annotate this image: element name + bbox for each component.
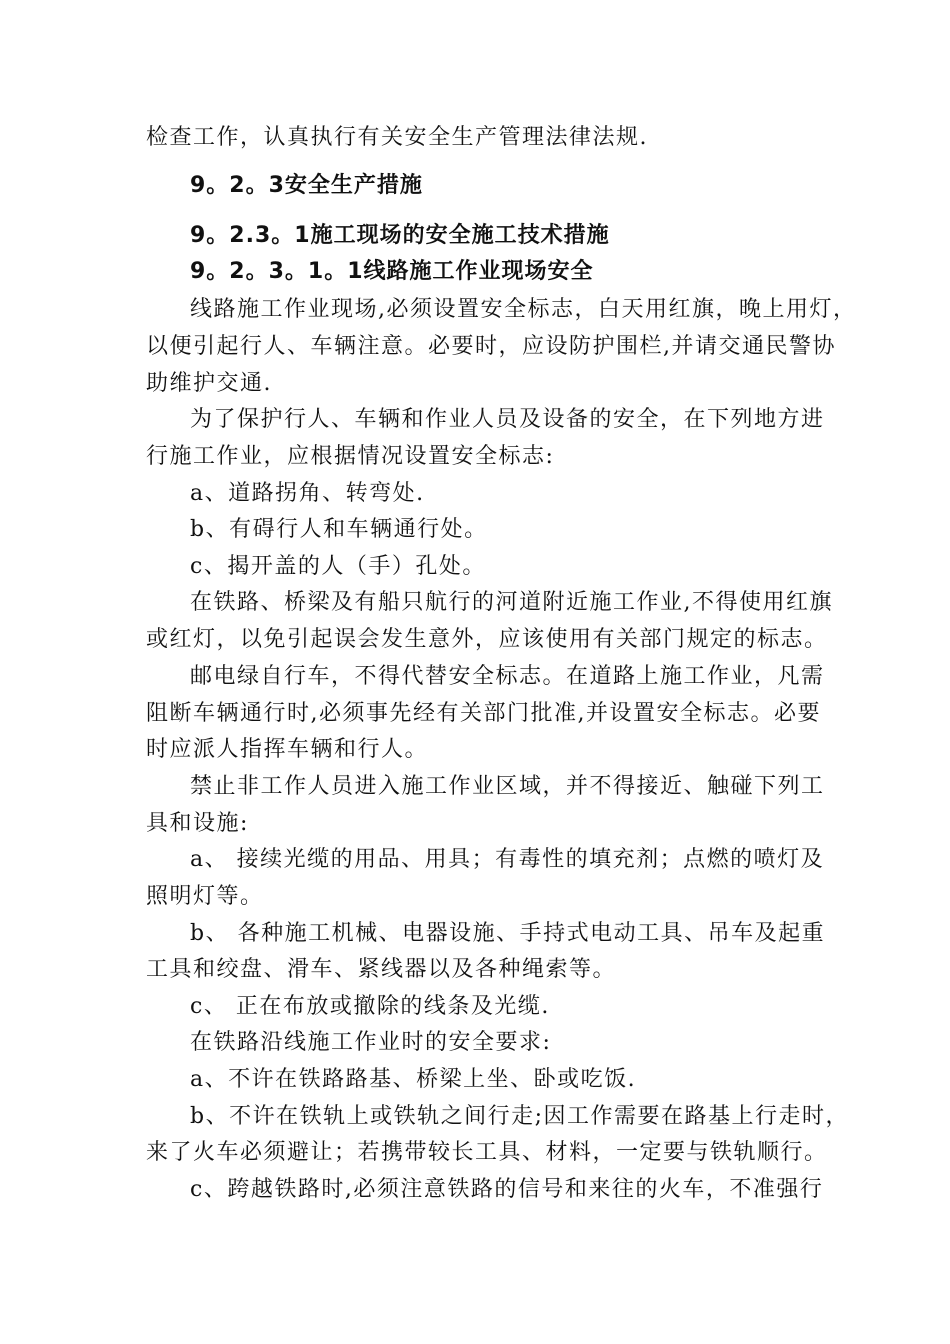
paragraph-line: 助维护交通. bbox=[146, 371, 272, 396]
list-item: a、 接续光缆的用品、用具；有毒性的填充剂；点燃的喷灯及 bbox=[190, 847, 825, 872]
list-item: a、不许在铁路路基、桥梁上坐、卧或吃饭. bbox=[190, 1067, 637, 1092]
paragraph-line: 阻断车辆通行时,必须事先经有关部门批准,并设置安全标志。必要 bbox=[146, 701, 821, 726]
list-item: c、 正在布放或撤除的线条及光缆. bbox=[190, 994, 550, 1019]
list-item: c、揭开盖的人（手）孔处。 bbox=[190, 554, 486, 579]
paragraph-line: 为了保护行人、车辆和作业人员及设备的安全，在下列地方进 bbox=[190, 407, 825, 432]
subsubsection-heading: 9。2。3。1。1线路施工作业现场安全 bbox=[190, 259, 594, 284]
paragraph-line: 时应派人指挥车辆和行人。 bbox=[146, 737, 429, 762]
list-item: b、不许在铁轨上或铁轨之间行走;因工作需要在路基上行走时， bbox=[190, 1104, 849, 1129]
list-item: b、有碍行人和车辆通行处。 bbox=[190, 517, 488, 542]
paragraph-line: 禁止非工作人员进入施工作业区域，并不得接近、触碰下列工 bbox=[190, 774, 825, 799]
paragraph-line: 在铁路、桥梁及有船只航行的河道附近施工作业,不得使用红旗 bbox=[190, 590, 833, 615]
paragraph-line: 邮电绿自行车，不得代替安全标志。在道路上施工作业，凡需 bbox=[190, 664, 825, 689]
list-item-continuation: 照明灯等。 bbox=[146, 884, 264, 909]
paragraph-line: 在铁路沿线施工作业时的安全要求: bbox=[190, 1030, 552, 1055]
paragraph-line: 行施工作业，应根据情况设置安全标志: bbox=[146, 444, 555, 469]
section-heading: 9。2。3安全生产措施 bbox=[190, 173, 423, 198]
paragraph-line: 具和设施: bbox=[146, 811, 249, 836]
subsection-heading: 9。2.3。1施工现场的安全施工技术措施 bbox=[190, 223, 610, 248]
list-item-continuation: 工具和绞盘、滑车、紧线器以及各种绳索等。 bbox=[146, 957, 617, 982]
list-item: b、 各种施工机械、电器设施、手持式电动工具、吊车及起重 bbox=[190, 921, 826, 946]
paragraph-line: 线路施工作业现场,必须设置安全标志，白天用红旗，晚上用灯， bbox=[190, 297, 857, 322]
list-item: c、跨越铁路时,必须注意铁路的信号和来往的火车，不准强行 bbox=[190, 1177, 824, 1202]
body-text-line: 检查工作，认真执行有关安全生产管理法律法规. bbox=[146, 125, 648, 150]
paragraph-line: 或红灯，以免引起误会发生意外，应该使用有关部门规定的标志。 bbox=[146, 627, 828, 652]
list-item: a、道路拐角、转弯处. bbox=[190, 481, 425, 506]
paragraph-line: 以便引起行人、车辆注意。必要时，应设防护围栏,并请交通民警协 bbox=[146, 334, 836, 359]
list-item-continuation: 来了火车必须避让；若携带较长工具、材料，一定要与铁轨顺行。 bbox=[146, 1140, 828, 1165]
